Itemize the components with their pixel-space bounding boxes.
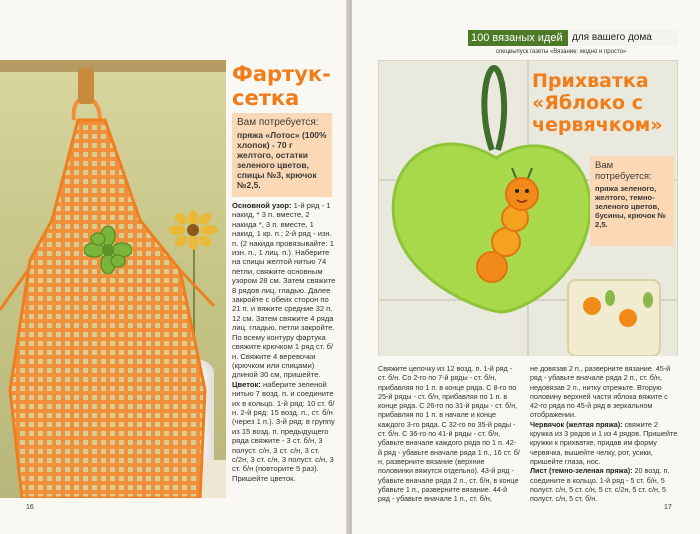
flower-label: Цветок: [232, 379, 261, 389]
materials-box-left [232, 113, 332, 197]
instructions-column-2 [530, 364, 678, 503]
header-label: 100 вязаных идей [468, 30, 568, 46]
materials-heading: Вам потребуется: [237, 117, 319, 128]
leaf-label: Лист (темно-зеленая пряжа): [530, 466, 633, 476]
page-number-right: 17 [664, 504, 672, 511]
green-flower-image [84, 226, 132, 274]
magazine-header [468, 30, 678, 46]
apple-paragraph: не довязав 2 п., разверните вязание. 45-й ряд - убавьте вначале ряда 2 п., ст. б/н, недовязав 2 п., нитку отрежьте. Вторую половину верхней части яблока вяжите с 42-го ряда по 45-й ряд в зеркальном отображении. [530, 364, 671, 420]
apron-photo [0, 60, 226, 498]
header-subtitle: спецвыпуск газеты «Вязание: модно и просто» [496, 49, 627, 55]
pattern-paragraph [232, 201, 336, 380]
flower-paragraph [232, 380, 336, 483]
materials-box-right [590, 156, 674, 246]
worm-text: свяжите 2 кружка из 3 рядов и 1 из 4 рядов. Пришейте кружки к прихватке, придав им форму червячка, вышейте челку, рот, усики, пришейте глаза, нос. [530, 419, 678, 466]
page-title-potholder: Прихватка «Яблоко с червячком» [532, 70, 663, 136]
crochet-apron-image [0, 60, 226, 498]
header-suffix: для вашего дома [568, 30, 678, 46]
materials-heading: Вам потребуется: [595, 160, 652, 182]
instructions-column-left [232, 201, 336, 483]
left-page [0, 0, 348, 534]
leaf-paragraph [530, 466, 678, 503]
worm-paragraph [530, 420, 678, 466]
flower-text: наберите зеленой нитью 7 возд. п. и соедините их в кольцо. 1-й ряд: 10 ст. б/н. 2-й ряд: 15 возд. п., ст. б/н (через 1 п.). 3-й ряд: в группу из 15 возд. п. предыдущего ряда свяжите - 3 ст. б/н, 3 полуст. с/н, 3 ст. с/н, 3 ст. с/2н, 3 ст. с/н, 3 полуст. с/н, 3 ст. б/н (повторите 5 раз). Пришейте цветок. [232, 379, 335, 483]
materials-text: пряжа зеленого, желтого, темно-зеленого цветов, бусины, крючок № 2,5. [595, 184, 666, 229]
worm-label: Червячок (желтая пряжа): [530, 419, 623, 429]
pattern-text: 1-й ряд - 1 накид, * 3 п. вместе, 2 накида *, 3 п. вместе, 1 накид, 1 кр. п.; 2-й ряд - изн. п. (2 накида провязывайте: 1 изн. п., 1 лиц. п.). Наберите на спицы желтой нитью 74 петли, свяжите основным узором 28 см. Затем свяжите 8 рядов лиц. гладью. Далее закройте с обеих сторон по 21 п. и вяжите средние 32 п. 12 см. Затем свяжите 4 ряда лиц. гладью, петли закройте. По всему контуру фартука свяжите крючком 1 ряд ст. б/н. Свяжите 4 веревочки (крючком или спицами) длиной 30 см, пришейте. [232, 201, 336, 380]
leaf-text: 20 возд. п. соедините в кольцо. 1-й ряд - 5 ст. б/н, 5 полуст. с/н, 5 ст. с/н, 5 ст. с/2н, 5 ст. с/н, 5 полуст. с/н, 5 ст. б/н. [530, 466, 670, 504]
wall-hook [78, 68, 94, 104]
page-number-left: 16 [26, 504, 34, 511]
instructions-column-1: Свяжите цепочку из 12 возд. п. 1-й ряд - ст. б/н. Со 2-го по 7-й ряды - ст. б/н, прибавляя по 1 п. в конце ряда. С 8-го по 25-й ряды - ст. б/н, прибавляя по 1 п. в конце ряда. С 26-го по 31-й ряды - ст. б/н, прибавляя по 1 п. в начале и конце каждого 3-го ряда. С 32-го по 35-й ряды - ст. б/н. С 36-го по 41-й ряды - ст. б/н, убавьте вначале каждого ряда по 1 п. 42-й ряд - убавьте вначале ряда 1 п., 16 ст. б/н, разверните вязание (верхние половинки вяжутся отдельно). 43-й ряд - убавьте вначале ряда 2 п., ст. б/н, в конце убавьте 1 п., разверните вязание. 44-й ряд - убавьте вначале 1 п., ст. б/н, [378, 364, 520, 504]
pattern-label: Основной узор: [232, 201, 292, 210]
page-title-apron: Фартук-сетка [232, 62, 331, 110]
materials-text: пряжа «Лотос» (100% хлопок) - 70 г желтого, остатки зеленого цветов, спицы №3, крючок №2,5. [237, 130, 327, 190]
